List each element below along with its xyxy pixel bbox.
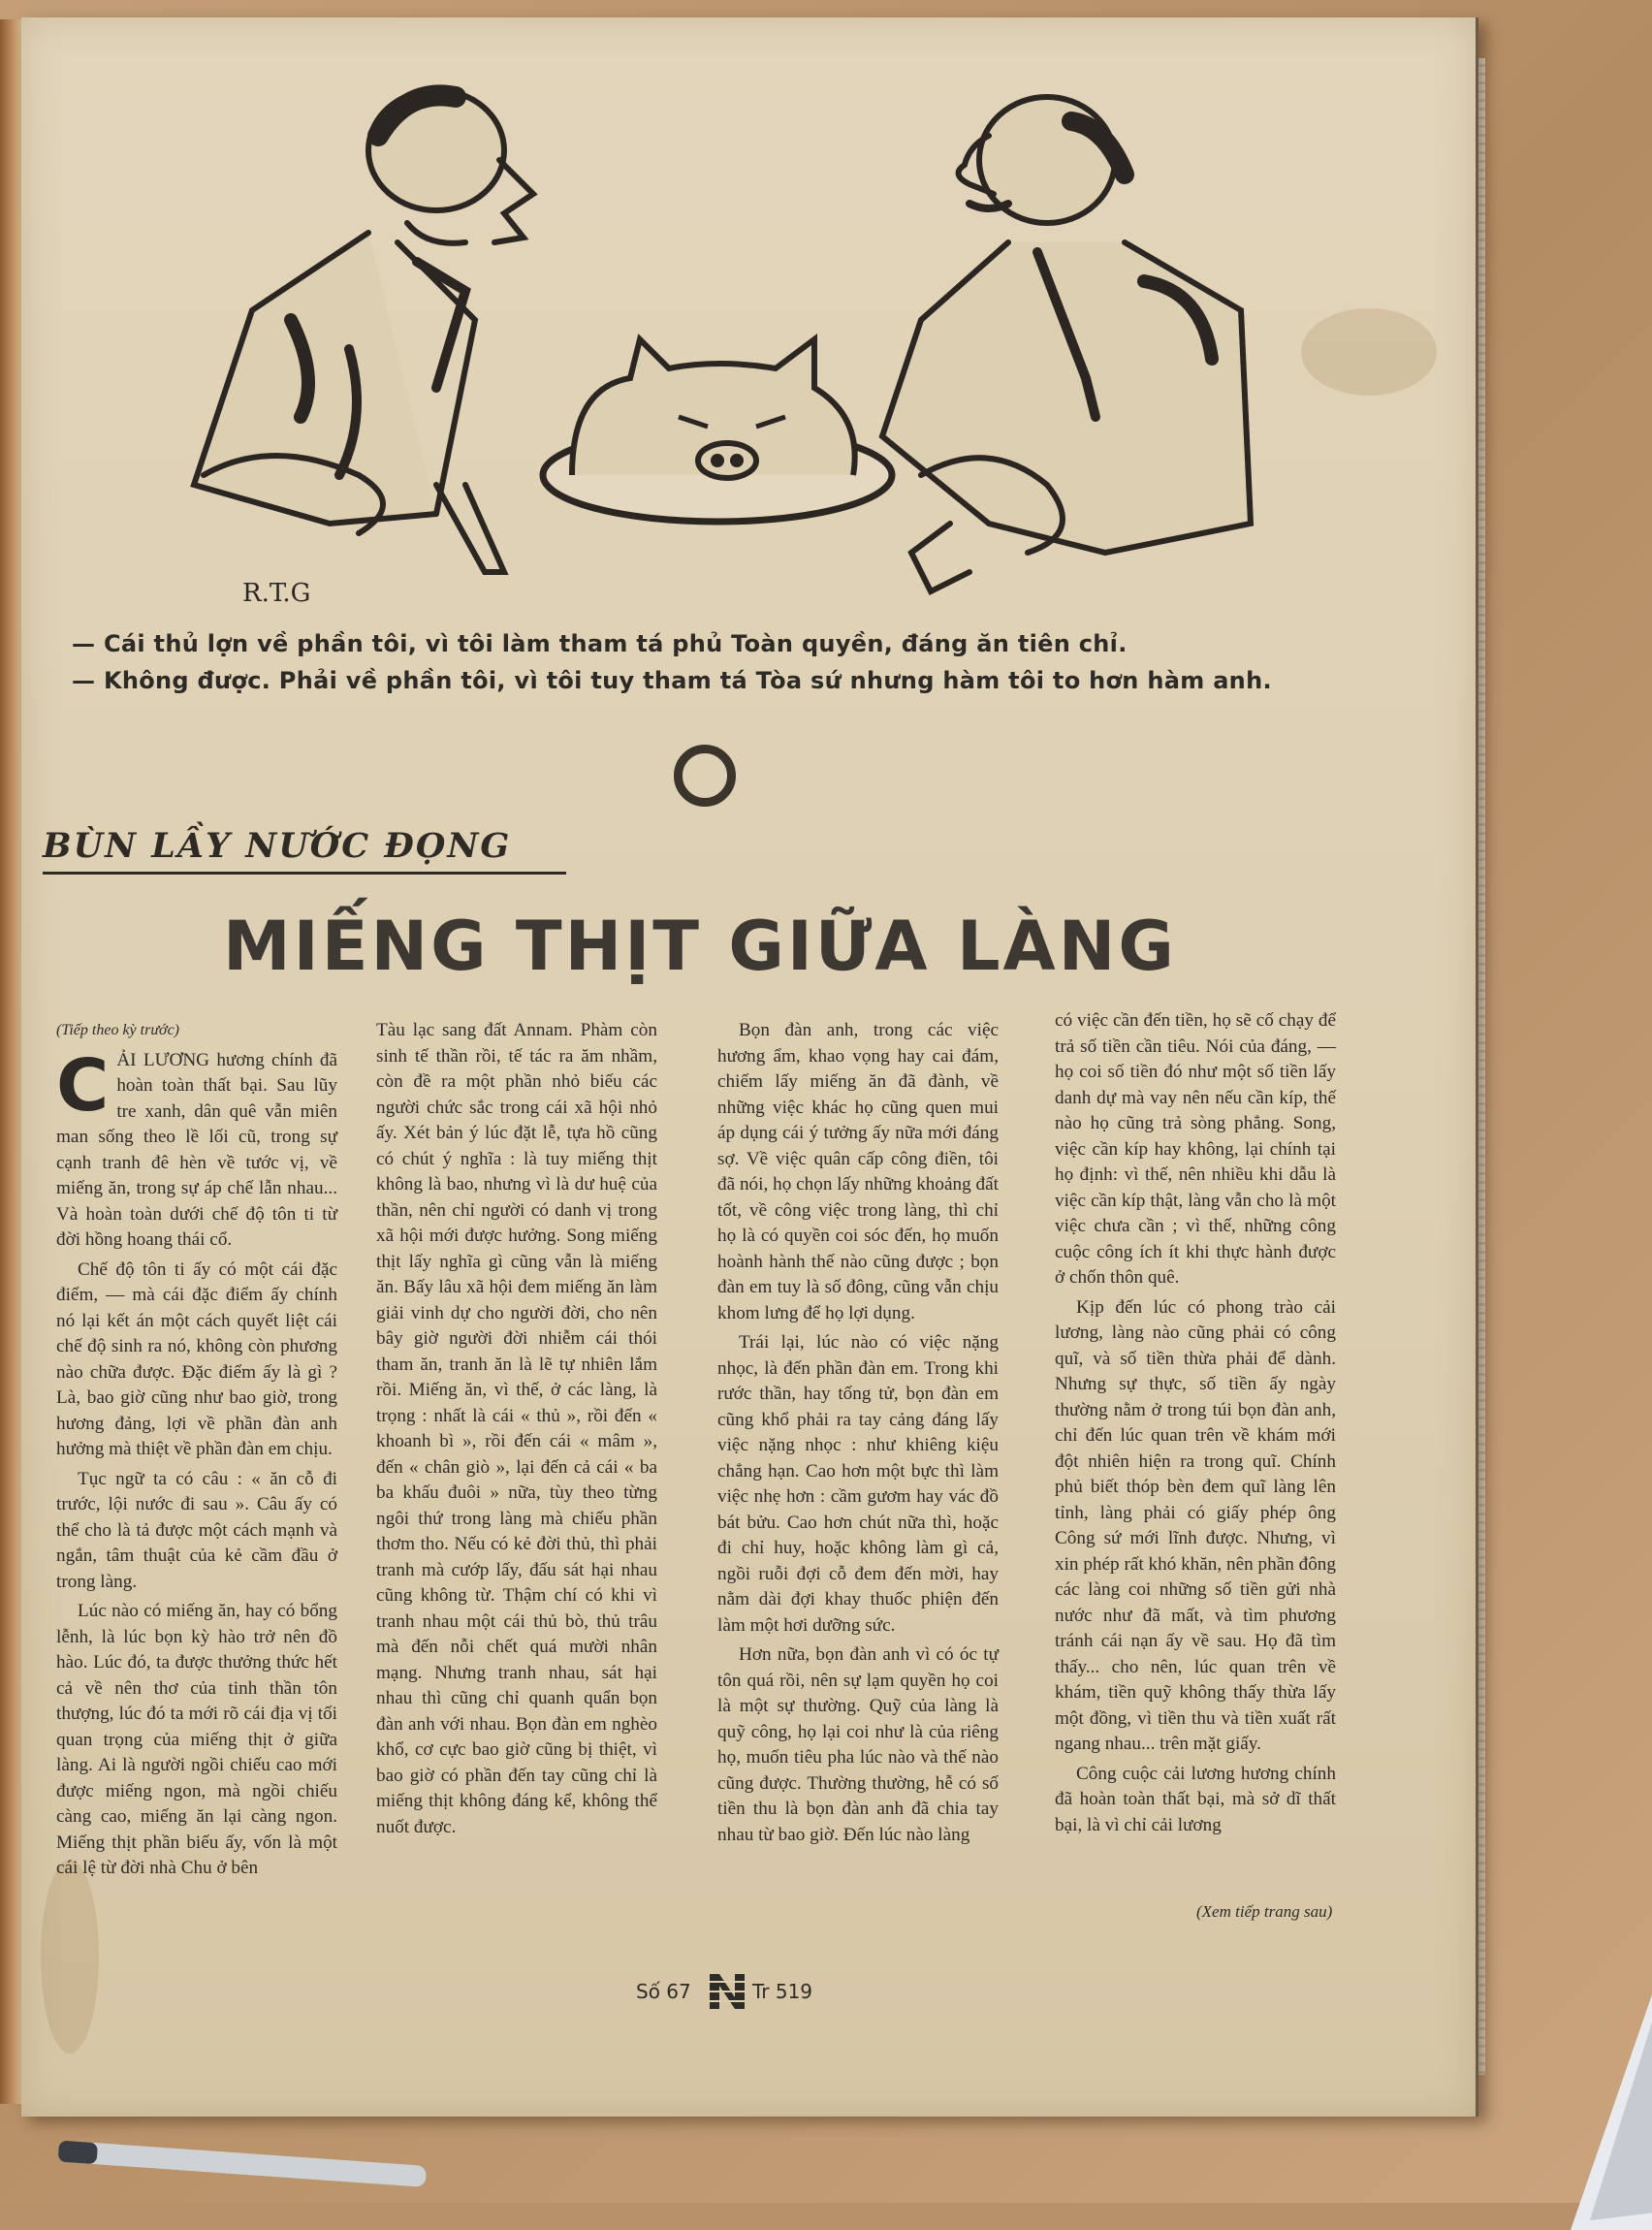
paragraph: Bọn đàn anh, trong các việc hương ẩm, khao vọng hay cai đám, chiếm lấy miếng ăn đã đành, về những việc khác họ cũng quen mui áp dụng cái ý tưởng ấy nữa mới đáng sợ. Về việc quân cấp công điền, tôi đã nói, họ chọn lấy những khoảng đất tốt, về công việc trong làng, thì chỉ họ là có quyền coi sóc đến, họ muốn hoành hành thế nào cũng được ; bọn đàn em tuy là số đông, cũng vẫn chịu khom lưng để họ lợi dụng. [717, 1020, 999, 1323]
paragraph: Hơn nữa, bọn đàn anh vì có óc tự tôn quá rồi, nên sự lạm quyền họ coi là một sự thường. Quỹ của làng là quỹ công, họ lại coi như là của riêng họ, muốn tiêu pha lúc nào và thế nào cũng được. Thường thường, hễ có số tiền thu là bọn đàn anh đã chia tay nhau từ bao giờ. Đến lúc nào làng [717, 1644, 999, 1845]
n-logo-icon [706, 1968, 748, 2013]
article-column-4 [1055, 1008, 1336, 1842]
right-official-figure [882, 97, 1251, 591]
pen-on-table [39, 2133, 446, 2191]
page-footer [630, 1968, 882, 2015]
paragraph: Kịp đến lúc có phong trào cải lương, làng nào cũng phải có công quĩ, và số tiền thừa phải để dành. Nhưng sự thực, số tiền ấy ngày thường nằm ở trong túi bọn đàn anh, chỉ đến lúc quan trên về khám mới đột nhiên hiện ra trong quĩ. Chính phủ biết thóp bèn đem quĩ làng lên tỉnh, làng phải có giấy phép ông Công sứ mới lĩnh được. Nhưng, vì xin phép rất khó khăn, nên phần đông các làng coi những số tiền gửi nhà nước như đã mất, và tìm phương tránh cái nạn ấy về sau. Họ đã tìm thấy... cho nên, lúc quan trên về khám, tiền quỹ không thấy thừa lấy một đồng, vì tiền thu và tiền xuất rất ngang nhau... trên mặt giấy. [1055, 1296, 1336, 1754]
paragraph: Lúc nào có miếng ăn, hay có bổng lễnh, là lúc bọn kỳ hào trở nên đồ hào. Lúc đó, ta được thưởng thức hết cả về nên thơ của tinh thần tôn thượng, lúc đó ta mới rõ cái địa vị tối quan trọng của miếng thịt ở giữa làng. Ai là người ngồi chiếu cao mới được miếng ngon, mà ngồi chiếu càng cao, miếng ăn lại càng ngon. Miếng thịt phần biếu ấy, vốn là một cái lệ từ đời nhà Chu ở bên [56, 1601, 337, 1878]
phone-corner [1551, 1978, 1652, 2230]
page-number: Tr 519 [752, 1980, 813, 2003]
left-official-figure [194, 90, 533, 608]
cartoon-caption-line-2: — Không được. Phải về phần tôi, vì tôi tuy tham tá Tòa sứ nhưng hàm tôi to hơn hàm anh. [72, 667, 1272, 694]
article-column-3 [717, 1018, 999, 1852]
issue-number: Số 67 [636, 1980, 691, 2003]
paragraph: Tục ngữ ta có câu : « ăn cỗ đi trước, lội nước đi sau ». Câu ấy có thể cho là tả được một cách mạnh và ngắn, tâm thuật của kẻ cầm đầu ở trong làng. [56, 1468, 337, 1592]
pig-head-on-platter [543, 339, 892, 522]
artist-signature: R.T.G [242, 579, 311, 608]
paper-stain [41, 1860, 99, 2054]
article-column-2 [376, 1018, 657, 1844]
article-column-1 [56, 1018, 337, 1886]
paragraph: Chế độ tôn ti ấy có một cái đặc điểm, — mà cái đặc điểm ấy chính nó lại kết án một cách quyết liệt cái chế độ sinh ra nó, không còn phương nào chữa được. Đặc điểm ấy là gì ? Là, bao giờ cũng như bao giờ, trong hương đảng, lợi về phần đàn anh hưởng mà thiệt về phần đàn em chịu. [56, 1258, 337, 1459]
paragraph: Công cuộc cải lương hương chính đã hoàn toàn thất bại, mà sở dĩ thất bại, là vì chỉ cải lương [1055, 1763, 1336, 1835]
continued-note: (Tiếp theo kỳ trước) [56, 1022, 180, 1038]
cartoon-illustration [116, 68, 1338, 611]
section-label: BÙN LẦY NƯỚC ĐỌNG [43, 826, 566, 875]
paragraph: ẢI LƯƠNG hương chính đã hoàn toàn thất bại. Sau lũy tre xanh, dân quê vẫn miên man sống theo lề lối cũ, trong sự cạnh tranh đê hèn về tước vị, về miếng ăn, trong sự áp chế lẫn nhau... Và hoàn toàn dưới chế độ tôn ti từ đời hồng hoang thái cổ. [56, 1049, 337, 1250]
paragraph: Trái lại, lúc nào có việc nặng nhọc, là đến phần đàn em. Trong khi rước thần, hay tống tử, bọn đàn em cũng khổ phải ra tay cảng đáng lấy việc nặng nhọc : như khiêng kiệu chẳng hạn. Cao hơn một bực thì làm việc nhẹ hơn : cầm gươm hay vác đồ bát bửu. Cao hơn chút nữa thì, hoặc đi chỉ huy, hoặc không làm gì cả, ngồi ruỗi đợi cỗ đem đến mời, hay nằm dài đợi khay thuốc phiện đến làm một hơi dưỡng sức. [717, 1332, 999, 1636]
drop-cap: C [56, 1043, 110, 1128]
continued-on-next-page: (Xem tiếp trang sau) [1196, 1902, 1333, 1921]
article-headline: MIẾNG THỊT GIỮA LÀNG [223, 907, 1177, 986]
paragraph: Tàu lạc sang đất Annam. Phàm còn sinh tế thần rồi, tế tác ra ăm nhầm, còn đề ra một phần nhỏ biếu các người chức sắc trong cái xã hội nhỏ ấy. Xét bản ý lúc đặt lễ, tựa hồ cũng có chút ý nghĩa : là tuy miếng thịt không là bao, nhưng vì là dư huệ của thần, nên chỉ người có danh vị trong xã hội mới được hưởng. Song miếng thịt lấy nghĩa gì cũng vẫn là miếng ăn. Bấy lâu xã hội đem miếng ăn làm giải vinh dự cho người đời, cho nên bây giờ người đời nhiễm cái thói tham ăn, tranh ăn là lẽ tự nhiên lắm rồi. Miếng ăn, vì thế, ở các làng, là trọng : nhất là cái « thủ », rồi đến « khoanh bì », rồi đến cái « mâm », đến « chân giò », lại đến cả cái « ba ba khấu đuôi » nữa, tùy theo từng ngôi thứ trong làng mà chiếu phần thơm tho. Nếu có kẻ đời thủ, thì phải tranh mà cướp lấy, đấu sát hại nhau cũng không từ. Thậm chí có khi vì tranh nhau một cái thủ bò, thủ trâu mà đến nỗi chết quá mười nhân mạng. Nhưng tranh nhau, sát hại nhau thì cũng chỉ quanh quẩn bọn đàn anh với nhau. Bọn đàn em nghèo khổ, cơ cực bao giờ cũng bị thiệt, vì bao giờ có phần đến tay cũng chỉ là miếng thịt không đáng kể, không thể nuốt được. [376, 1020, 657, 1837]
section-divider-ring [674, 745, 736, 807]
paragraph: có việc cần đến tiền, họ sẽ cố chạy để trả số tiền cần tiêu. Nói của đáng, — họ coi số tiền đó như một số tiền lấy danh dự mà vay nên nếu cần kíp, thế nào họ cũng trả sòng phẳng. Song, việc cần kíp hay không, lại chính tại họ định: vì thế, nên nhiều khi dẫu là việc cần kíp thật, làng vẫn cho là một việc chưa cần ; vì thế, những công cuộc công ích ít khi thực hành được ở chốn thôn quê. [1055, 1010, 1336, 1288]
cartoon-caption-line-1: — Cái thủ lợn về phần tôi, vì tôi làm tham tá phủ Toàn quyền, đáng ăn tiên chỉ. [72, 630, 1128, 657]
